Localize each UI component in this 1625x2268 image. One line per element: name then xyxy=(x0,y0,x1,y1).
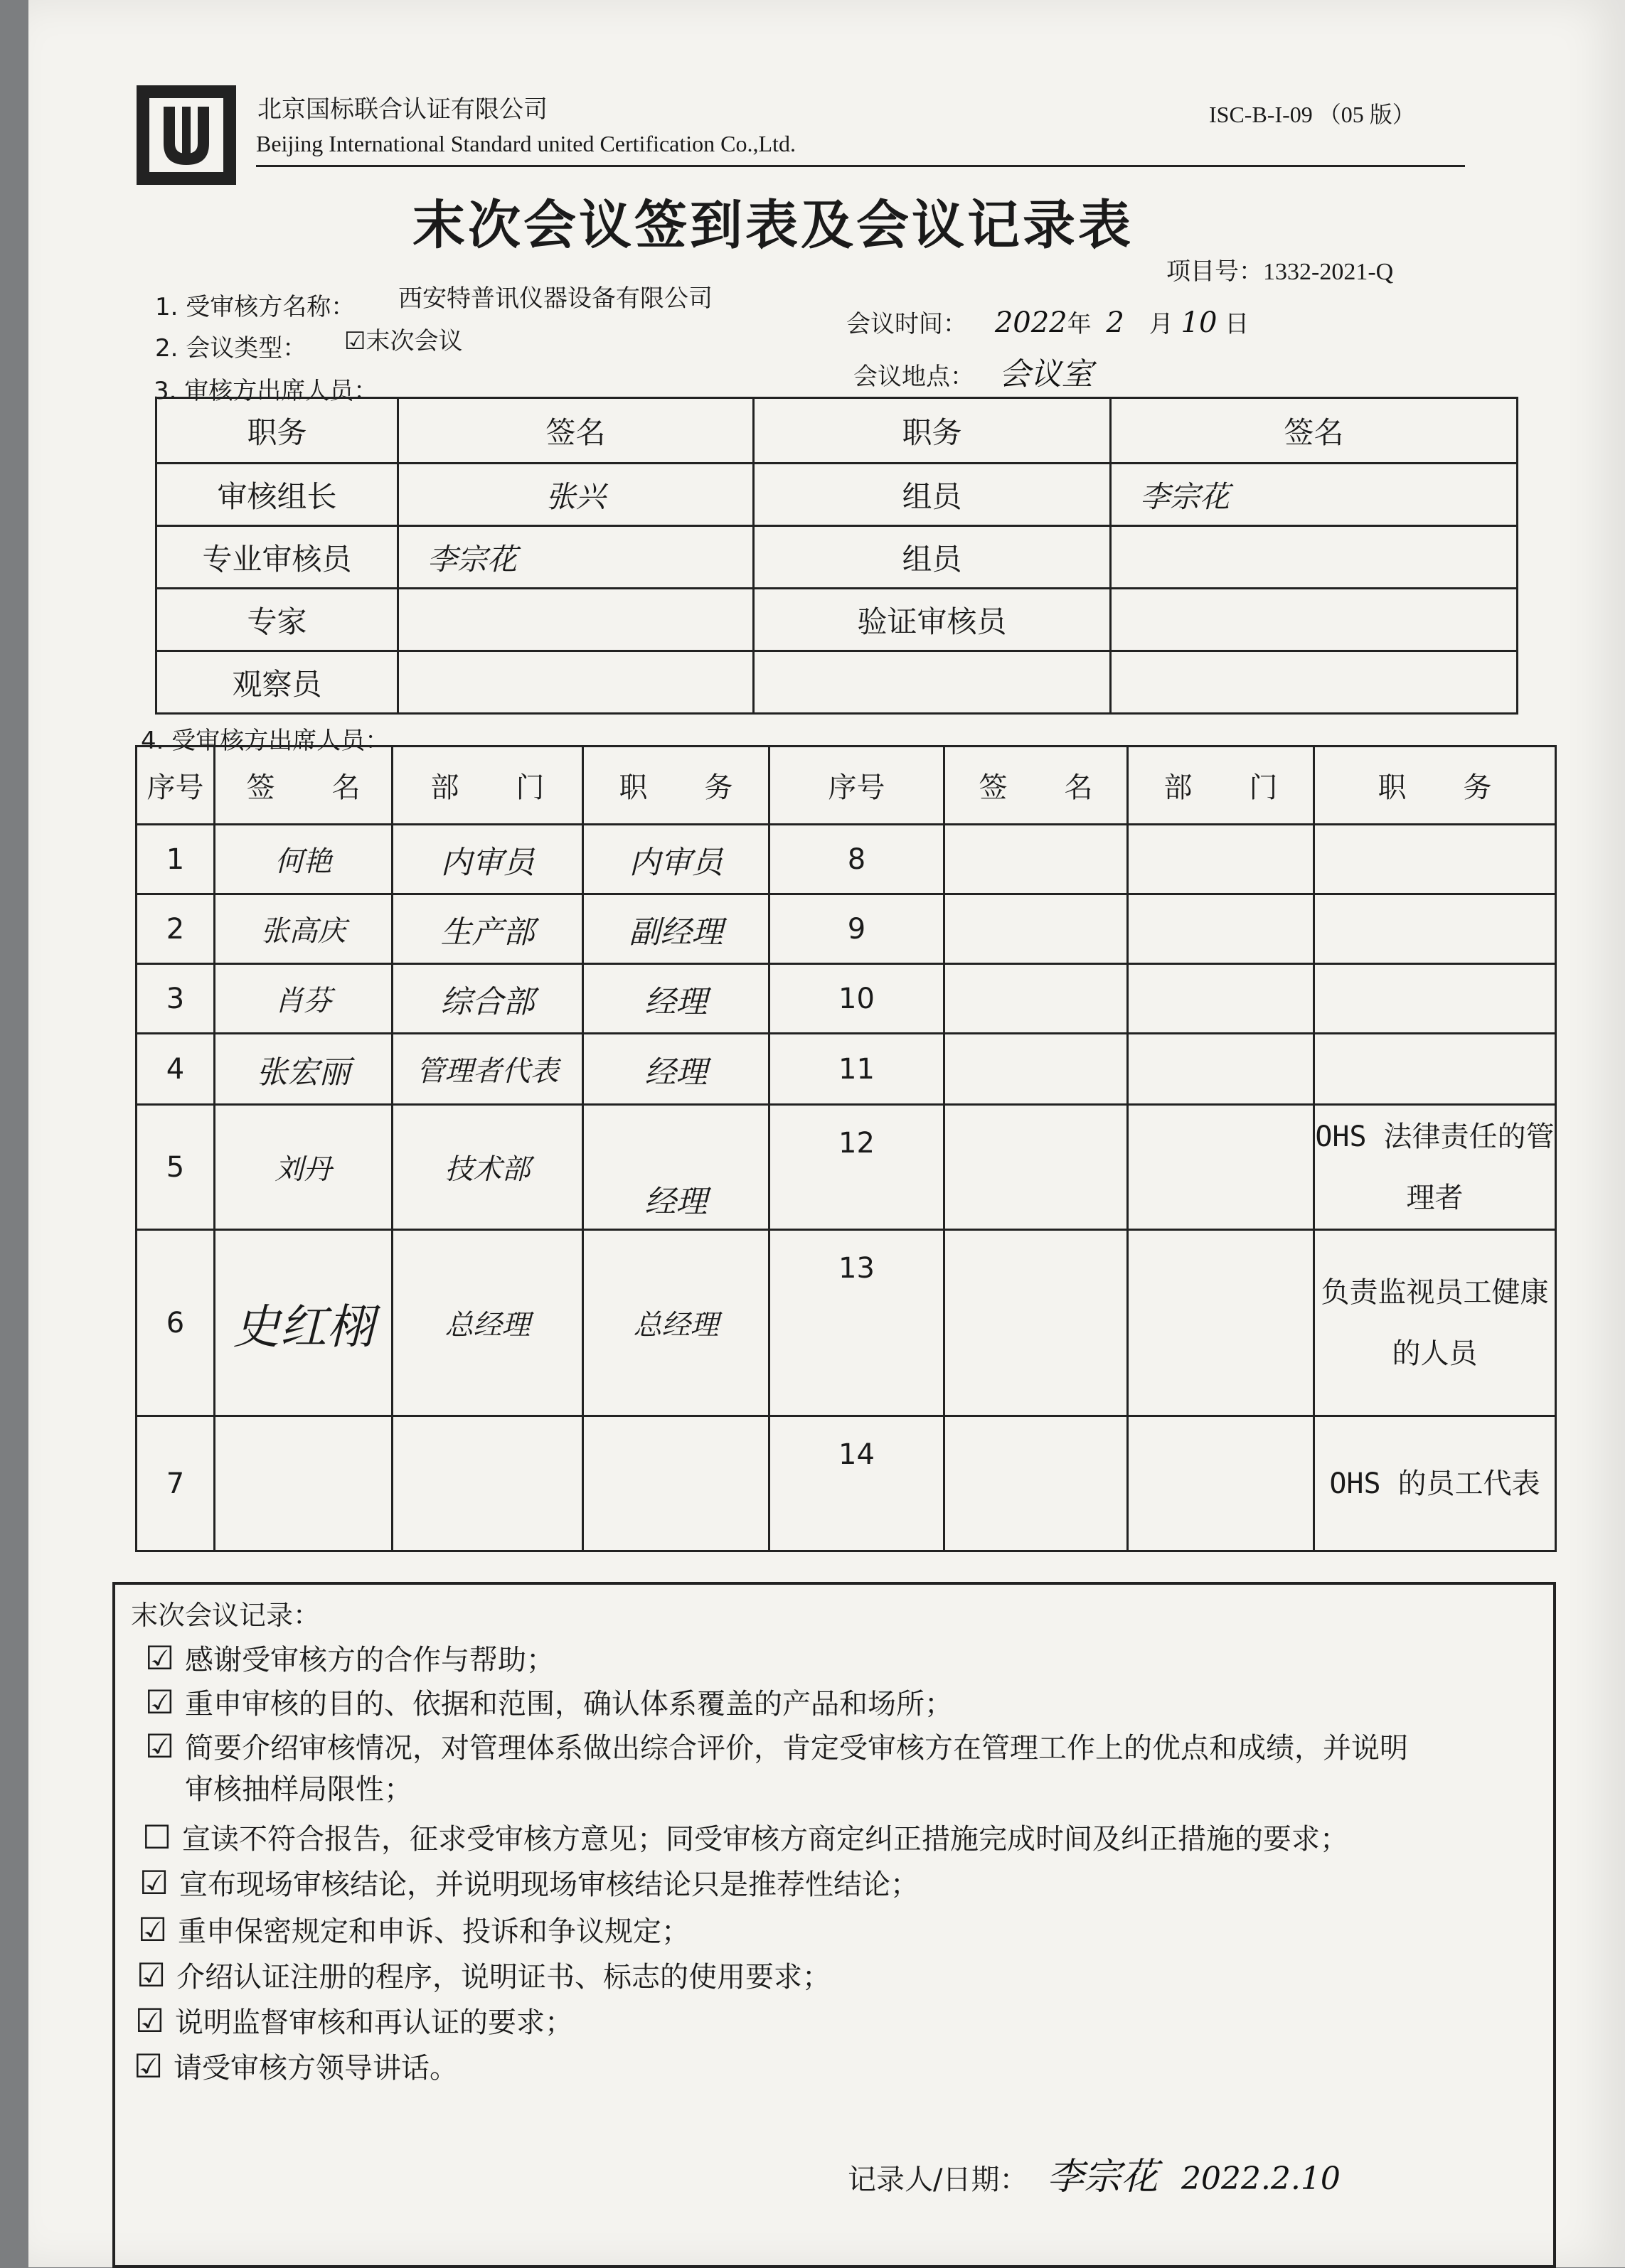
project-label: 项目号： xyxy=(1166,259,1263,285)
attendee-department xyxy=(1128,964,1314,1034)
header-number: 序号 xyxy=(137,747,215,825)
auditor-row xyxy=(156,526,1518,589)
record-text: 宣读不符合报告，征求受审核方意见；同受审核方商定纠正措施完成时间及纠正措施的要求； xyxy=(182,1823,1348,1856)
attendee-row xyxy=(137,1034,1556,1105)
record-item xyxy=(142,1817,1348,1857)
attendee-position: 内审员 xyxy=(583,825,769,894)
attendee-signature xyxy=(944,894,1128,964)
attendee-position: 总经理 xyxy=(583,1230,769,1416)
meeting-type-label: 2. 会议类型： xyxy=(155,334,307,363)
recorder-label: 记录人/日期： xyxy=(848,2163,1028,2196)
year-suffix: 年 xyxy=(1067,310,1092,338)
attendee-row xyxy=(137,1416,1556,1551)
attendee-department xyxy=(1128,894,1314,964)
record-text: 介绍认证注册的程序，说明证书、标志的使用要求； xyxy=(176,1961,831,1994)
auditor-signature xyxy=(1111,651,1518,714)
day-suffix: 日 xyxy=(1225,310,1250,338)
auditor-signature xyxy=(398,589,754,651)
row-number: 13 xyxy=(769,1230,944,1416)
attendee-department: 管理者代表 xyxy=(393,1034,583,1105)
auditor-role: 观察员 xyxy=(156,651,398,714)
record-item xyxy=(139,1862,919,1903)
checkbox-checked-icon: ☑ xyxy=(145,1639,175,1677)
record-text: 宣布现场审核结论，并说明现场审核结论只是推荐性结论； xyxy=(179,1868,919,1901)
attendee-row xyxy=(137,825,1556,894)
attendee-signature xyxy=(944,1230,1128,1416)
meeting-year: 2022 xyxy=(994,306,1067,339)
row-number: 12 xyxy=(769,1105,944,1230)
attendee-department xyxy=(1128,1105,1314,1230)
attendee-position: OHS 的员工代表 xyxy=(1314,1416,1556,1551)
checkbox-checked-icon: ☑ xyxy=(135,2001,165,2040)
project-value: 1332-2021-Q xyxy=(1263,259,1394,285)
attendee-position xyxy=(583,1416,769,1551)
header-signature: 签 名 xyxy=(215,747,393,825)
recorder-date: 2022.2.10 xyxy=(1181,2161,1341,2197)
auditor-role: 组员 xyxy=(754,526,1111,589)
auditee-name-value: 西安特普讯仪器设备有限公司 xyxy=(398,284,713,313)
auditor-signature: 李宗花 xyxy=(1111,464,1518,526)
record-item xyxy=(138,1909,690,1949)
auditor-signature xyxy=(398,651,754,714)
attendee-signature: 何艳 xyxy=(215,825,393,894)
auditee-attendee-table xyxy=(135,745,1557,1552)
attendee-department xyxy=(1128,825,1314,894)
document-code: ISC-B-I-09 （05 版） xyxy=(1209,102,1415,127)
attendee-department: 技术部 xyxy=(393,1105,583,1230)
header-signature-1: 签名 xyxy=(398,398,754,464)
record-item xyxy=(137,1954,831,1995)
record-item xyxy=(145,1726,1408,1766)
meeting-time-label: 会议时间： xyxy=(846,310,967,338)
checkbox-checked-icon: ☑ xyxy=(137,1956,166,1994)
checkbox-checked-icon: ☑ xyxy=(138,1910,168,1949)
record-item xyxy=(135,2000,573,2040)
attendee-signature xyxy=(944,1034,1128,1105)
recorder-signature: 李宗花 xyxy=(1047,2156,1158,2198)
record-item xyxy=(134,2045,458,2086)
attendee-signature: 肖芬 xyxy=(215,964,393,1034)
header-signature-2: 签名 xyxy=(1111,398,1518,464)
attendee-row xyxy=(137,894,1556,964)
auditor-role: 专业审核员 xyxy=(156,526,398,589)
row-number: 4 xyxy=(137,1034,215,1105)
records-title: 末次会议记录： xyxy=(131,1600,321,1631)
attendee-position: 经理 xyxy=(583,1034,769,1105)
attendee-signature xyxy=(944,964,1128,1034)
document-sheet xyxy=(28,0,1625,2267)
record-item xyxy=(145,1637,555,1678)
row-number: 8 xyxy=(769,825,944,894)
auditor-role xyxy=(754,651,1111,714)
attendee-position: 经理 xyxy=(583,964,769,1034)
checkbox-checked-icon: ☑ xyxy=(139,1863,169,1902)
meeting-records-box xyxy=(112,1582,1556,2268)
meeting-type-value: ☑末次会议 xyxy=(344,327,463,355)
auditor-section-label: 3. 审核方出席人员： xyxy=(154,377,378,405)
row-number: 3 xyxy=(137,964,215,1034)
record-item xyxy=(145,1681,953,1722)
header-rule xyxy=(256,165,1465,167)
attendee-signature xyxy=(944,1416,1128,1551)
header-role-1: 职务 xyxy=(156,398,398,464)
attendee-row xyxy=(137,964,1556,1034)
company-logo xyxy=(137,85,236,185)
auditor-role: 验证审核员 xyxy=(754,589,1111,651)
attendee-position xyxy=(1314,894,1556,964)
header-department: 部 门 xyxy=(1128,747,1314,825)
row-number: 1 xyxy=(137,825,215,894)
attendee-department: 生产部 xyxy=(393,894,583,964)
attendee-position xyxy=(1314,964,1556,1034)
checkbox-checked-icon: ☑ xyxy=(134,2047,164,2085)
checkbox-empty-icon: ☐ xyxy=(142,1818,172,1856)
checkbox-checked-icon: ☑ xyxy=(145,1727,175,1765)
attendee-signature: 张宏丽 xyxy=(215,1034,393,1105)
attendee-signature xyxy=(944,825,1128,894)
header-position: 职 务 xyxy=(1314,747,1556,825)
attendee-department: 总经理 xyxy=(393,1230,583,1416)
row-number: 14 xyxy=(769,1416,944,1551)
row-number: 2 xyxy=(137,894,215,964)
attendee-department xyxy=(1128,1034,1314,1105)
company-name-en: Beijing International Standard united Certification Co.,Ltd. xyxy=(256,131,796,156)
row-number: 9 xyxy=(769,894,944,964)
auditor-role: 专家 xyxy=(156,589,398,651)
header-number: 序号 xyxy=(769,747,944,825)
attendee-position: 副经理 xyxy=(583,894,769,964)
row-number: 5 xyxy=(137,1105,215,1230)
meeting-place xyxy=(853,348,1093,394)
attendee-signature xyxy=(215,1416,393,1551)
record-text: 感谢受审核方的合作与帮助； xyxy=(185,1644,555,1676)
attendee-position: OHS 法律责任的管理者 xyxy=(1314,1105,1556,1230)
meeting-day: 10 xyxy=(1181,306,1218,339)
attendee-signature: 史红栩 xyxy=(215,1230,393,1416)
header-role-2: 职务 xyxy=(754,398,1111,464)
company-name-cn: 北京国标联合认证有限公司 xyxy=(257,95,548,124)
auditor-row xyxy=(156,651,1518,714)
meeting-time xyxy=(846,304,1249,339)
record-text: 说明监督审核和再认证的要求； xyxy=(175,2006,573,2039)
row-number: 7 xyxy=(137,1416,215,1551)
recorder-line xyxy=(848,2146,1341,2200)
record-text: 简要介绍审核情况，对管理体系做出综合评价，肯定受审核方在管理工作上的优点和成绩，并说明 xyxy=(185,1732,1408,1765)
attendee-department xyxy=(1128,1416,1314,1551)
auditor-signature: 张兴 xyxy=(398,464,754,526)
auditor-role: 组员 xyxy=(754,464,1111,526)
meeting-month: 2 xyxy=(1106,306,1124,339)
auditor-role: 审核组长 xyxy=(156,464,398,526)
row-number: 6 xyxy=(137,1230,215,1416)
attendee-department xyxy=(1128,1230,1314,1416)
record-text: 重申保密规定和申诉、投诉和争议规定； xyxy=(178,1915,690,1948)
attendee-row xyxy=(137,1230,1556,1416)
attendee-department xyxy=(393,1416,583,1551)
record-text: 请受审核方领导讲话。 xyxy=(174,2052,458,2085)
row-number: 10 xyxy=(769,964,944,1034)
attendee-position: 经理 xyxy=(583,1105,769,1230)
meeting-place-value: 会议室 xyxy=(998,356,1093,392)
auditor-signature xyxy=(1111,589,1518,651)
auditee-section-label: 4. 受审核方出席人员： xyxy=(141,727,390,755)
attendee-position xyxy=(1314,1034,1556,1105)
auditor-signature: 李宗花 xyxy=(398,526,754,589)
attendee-position: 负责监视员工健康的人员 xyxy=(1314,1230,1556,1416)
header-signature: 签 名 xyxy=(944,747,1128,825)
header-department: 部 门 xyxy=(393,747,583,825)
auditor-table xyxy=(155,397,1518,715)
auditor-row xyxy=(156,589,1518,651)
meeting-place-label: 会议地点： xyxy=(853,363,974,391)
attendee-table-header xyxy=(137,747,1556,825)
attendee-position xyxy=(1314,825,1556,894)
record-text: 重申审核的目的、依据和范围，确认体系覆盖的产品和场所； xyxy=(185,1688,953,1721)
attendee-department: 综合部 xyxy=(393,964,583,1034)
month-suffix: 月 xyxy=(1149,310,1173,338)
auditor-table-header xyxy=(156,398,1518,464)
auditor-signature xyxy=(1111,526,1518,589)
attendee-row xyxy=(137,1105,1556,1230)
project-number xyxy=(1166,252,1393,287)
header-position: 职 务 xyxy=(583,747,769,825)
record-item-continued: 审核抽样局限性； xyxy=(185,1773,412,1806)
auditor-row xyxy=(156,464,1518,526)
auditee-name-label: 1. 受审核方名称： xyxy=(155,293,356,321)
attendee-signature: 刘丹 xyxy=(215,1105,393,1230)
attendee-signature xyxy=(944,1105,1128,1230)
page-title: 末次会议签到表及会议记录表 xyxy=(412,195,1134,256)
checkbox-checked-icon: ☑ xyxy=(145,1683,175,1721)
row-number: 11 xyxy=(769,1034,944,1105)
attendee-signature: 张高庆 xyxy=(215,894,393,964)
attendee-department: 内审员 xyxy=(393,825,583,894)
